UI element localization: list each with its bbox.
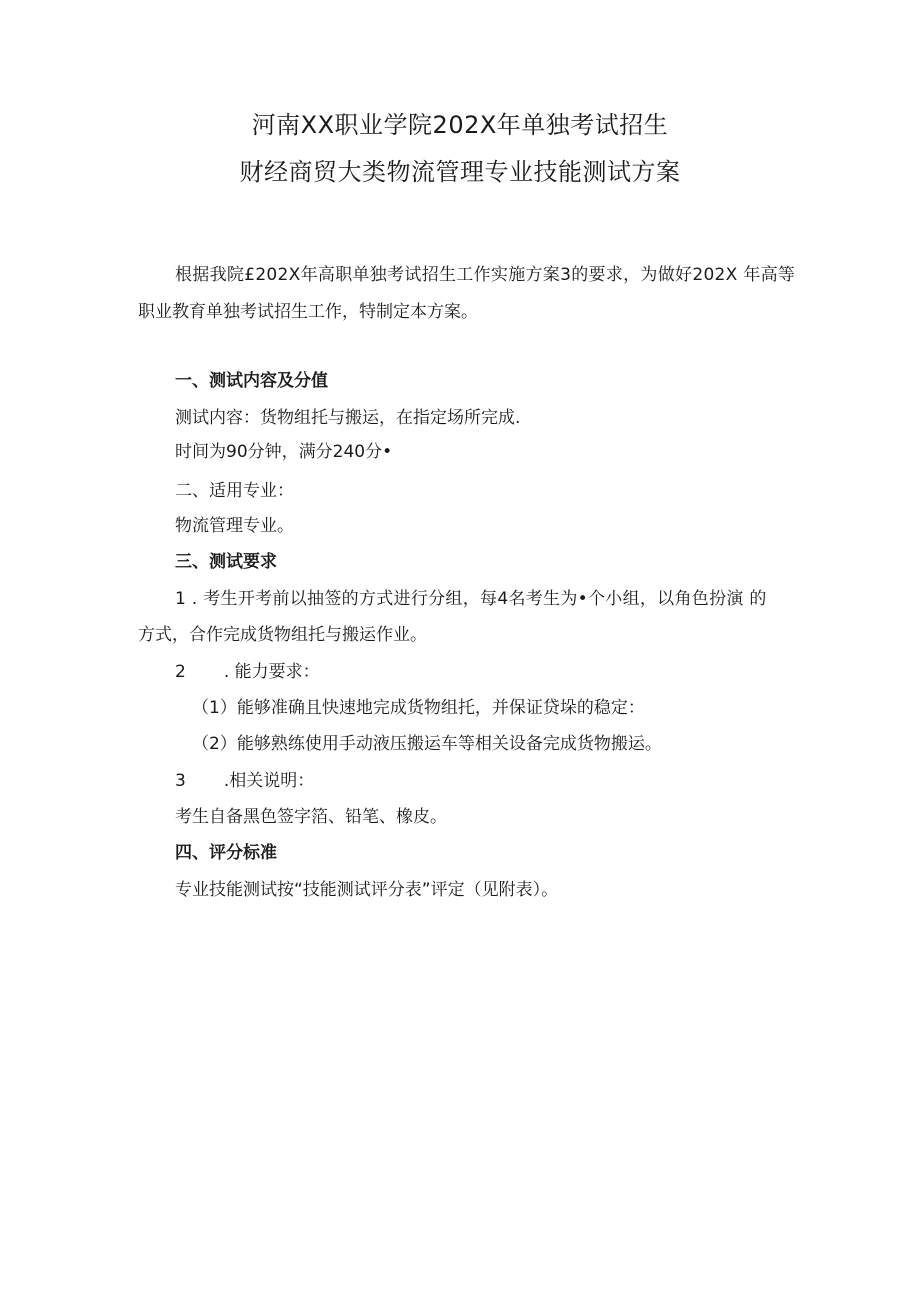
item2-sub2: （2）能够熟练使用手动液压搬运车等相关设备完成货物搬运。: [192, 734, 662, 754]
section1-time: 时间为90分钟，满分240分•: [175, 442, 393, 462]
item2-line: [175, 660, 320, 684]
section1-content: 测试内容：货物组托与搬运，在指定场所完成.: [175, 408, 521, 428]
section2-content: 物流管理专业。: [175, 516, 294, 536]
item3-number: 3: [175, 771, 186, 791]
item1-line1: 1 . 考生开考前以抽签的方式进行分组，每4名考生为•个小组，以角色扮演 的: [175, 589, 767, 609]
item3-text: .相关说明：: [223, 771, 315, 791]
section4-content: 专业技能测试按“技能测试评分表”评定（见附表）。: [175, 880, 559, 900]
section3-heading: 三、测试要求: [175, 552, 277, 572]
item3-line: [175, 769, 314, 793]
item2-text: . 能力要求：: [223, 662, 320, 682]
document-title-line1: 河南XX职业学院202X年单独考试招生: [251, 111, 669, 139]
section1-heading: 一、测试内容及分值: [175, 371, 328, 391]
section2-heading: 二、适用专业：: [175, 481, 294, 501]
section4-heading: 四、评分标准: [175, 843, 277, 863]
intro-paragraph-line1: 根据我院£202X年高职单独考试招生工作实施方案3的要求，为做好202X 年高等: [175, 265, 796, 285]
item1-line2: 方式，合作完成货物组托与搬运作业。: [138, 625, 427, 645]
document-title-line2: 财经商贸大类物流管理专业技能测试方案: [239, 158, 681, 186]
intro-paragraph-line2: 职业教育单独考试招生工作，特制定本方案。: [138, 302, 478, 322]
item2-sub1: （1）能够准确且快速地完成货物组托，并保证贷垛的稳定：: [192, 698, 645, 718]
item2-number: 2: [175, 662, 186, 682]
item3-content: 考生自备黑色签字箔、铅笔、橡皮。: [175, 807, 447, 827]
